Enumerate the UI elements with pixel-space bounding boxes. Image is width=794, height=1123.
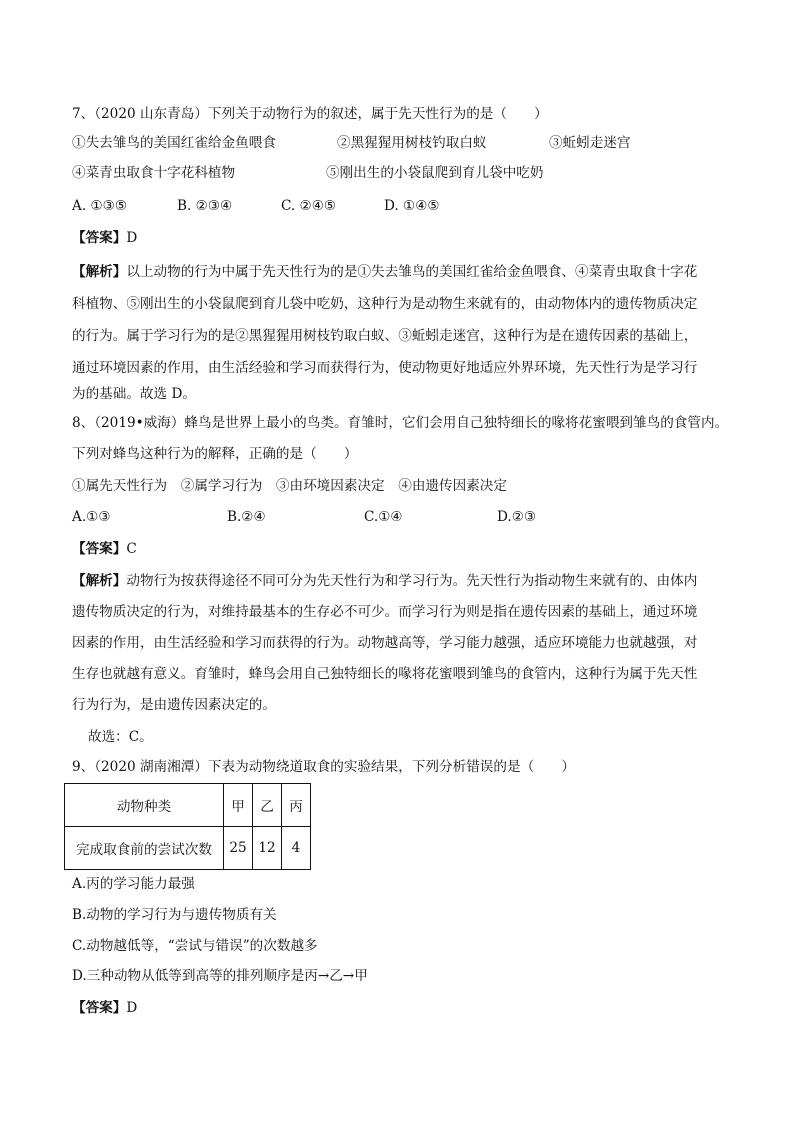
analysis-text: 以上动物的行为中属于先天性行为的是①失去雏鸟的美国红雀给金鱼喂食、④菜青虫取食十字花 (126, 264, 698, 280)
answer-label: 【答案】 (72, 541, 127, 557)
answer-value: D (126, 1000, 138, 1016)
q7-item-1: ①失去雏鸟的美国红雀给金鱼喂食 (72, 135, 276, 151)
q8-option-d: D.②③ (497, 509, 537, 525)
table-cell: 25 (224, 827, 253, 870)
q7-item-2: ②黑猩猩用树枝钓取白蚁 (337, 135, 487, 151)
q9-option-a: A.丙的学习能力最强 (72, 876, 195, 892)
answer-value: C (126, 541, 137, 557)
q9-answer (72, 998, 137, 1018)
q7-option-b: B. ②③④ (177, 198, 233, 214)
q8-stem-line-1: 8、（2019•威海）蜂鸟是世界上最小的鸟类。育雏时，它们会用自己独特细长的喙将花蜜喂到雏鸟的食管内。 (72, 415, 729, 431)
q8-analysis-line-1 (72, 571, 697, 591)
q7-stem: 7、（2020 山东青岛）下列关于动物行为的叙述，属于先天性行为的是（ ） (72, 106, 548, 122)
q7-option-a: A. ①③⑤ (72, 198, 128, 214)
q8-option-a: A.①③ (72, 509, 111, 525)
q8-analysis-line-3: 因素的作用，由生活经验和学习而获得的行为。动物越高等，学习能力越强，适应环境能力也就越强，对 (72, 635, 698, 651)
q9-stem: 9、（2020 湖南湘潭）下表为动物绕道取食的实验结果，下列分析错误的是（ ） (72, 759, 575, 775)
q7-item-4: ④菜青虫取食十字花科植物 (72, 165, 236, 181)
q8-stem-line-2: 下列对蜂鸟这种行为的解释，正确的是（ ） (72, 446, 358, 462)
table-header-cell: 乙 (253, 784, 282, 827)
q7-item-3: ③蚯蚓走迷宫 (549, 135, 631, 151)
table-header-cell: 丙 (282, 784, 311, 827)
table-cell: 12 (253, 827, 282, 870)
q8-analysis-line-5: 行为行为，是由遗传因素决定的。 (72, 697, 276, 713)
table-cell: 完成取食前的尝试次数 (65, 827, 224, 870)
q8-analysis-line-2: 遗传物质决定的行为，对维持最基本的生存必不可少。而学习行为则是指在遗传因素的基础上，通过环境 (72, 604, 698, 620)
q7-analysis-line-5: 为的基础。故选 D。 (72, 386, 196, 402)
analysis-text: 动物行为按获得途径不同可分为先天性行为和学习行为。先天性行为指动物生来就有的、由体内 (126, 573, 698, 589)
q7-answer (72, 228, 137, 248)
q7-item-5: ⑤刚出生的小袋鼠爬到育儿袋中吃奶 (326, 165, 544, 181)
q8-option-c: C.①④ (364, 509, 403, 525)
q8-option-b: B.②④ (227, 509, 266, 525)
q7-analysis-line-1 (72, 262, 697, 282)
answer-label: 【答案】 (72, 1000, 127, 1016)
answer-label: 【答案】 (72, 230, 127, 246)
analysis-label: 【解析】 (72, 573, 127, 589)
answer-value: D (126, 230, 138, 246)
q7-option-c: C. ②④⑤ (281, 198, 337, 214)
q8-analysis-line-4: 生存也就越有意义。育雏时，蜂鸟会用自己独特细长的喙将花蜜喂到雏鸟的食管内，这种行为属于先天性 (72, 666, 698, 682)
q7-analysis-line-4: 通过环境因素的作用，由生活经验和学习而获得行为，使动物更好地适应外界环境，先天性行为是学习行 (72, 360, 698, 376)
q8-items: ①属先天性行为 ②属学习行为 ③由环境因素决定 ④由遗传因素决定 (72, 478, 507, 494)
table-row (65, 827, 311, 870)
table-header-row (65, 784, 311, 827)
q8-choose: 故选：C。 (88, 729, 153, 745)
q9-option-c: C.动物越低等，“尝试与错误”的次数越多 (72, 938, 318, 954)
q8-answer (72, 539, 137, 559)
table-header-cell: 甲 (224, 784, 253, 827)
analysis-label: 【解析】 (72, 264, 127, 280)
q9-option-b: B.动物的学习行为与遗传物质有关 (72, 907, 277, 923)
experiment-table (64, 783, 311, 870)
q7-analysis-line-3: 的行为。属于学习行为的是②黑猩猩用树枝钓取白蚁、③蚯蚓走迷宫，这种行为是在遗传因素的基础上， (72, 328, 698, 344)
q7-option-d: D. ①④⑤ (384, 198, 440, 214)
q7-analysis-line-2: 科植物、⑤刚出生的小袋鼠爬到育儿袋中吃奶，这种行为是动物生来就有的，由动物体内的遗传物质决定 (72, 296, 698, 312)
q9-option-d: D.三种动物从低等到高等的排列顺序是丙→乙→甲 (72, 968, 368, 984)
table-header-cell: 动物种类 (65, 784, 224, 827)
table-cell: 4 (282, 827, 311, 870)
